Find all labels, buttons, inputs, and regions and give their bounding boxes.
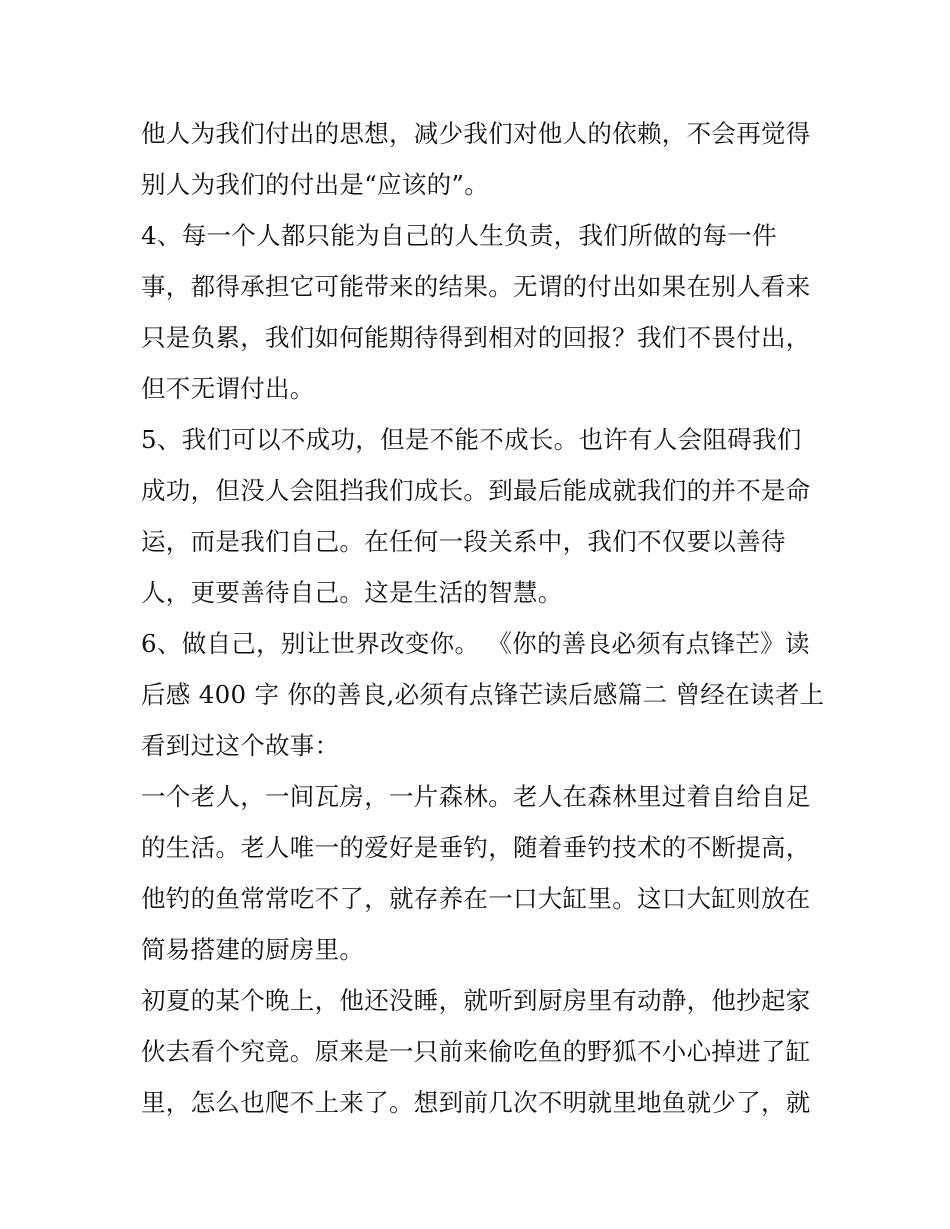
text-line: 后感 400 字 你的善良,必须有点锋芒读后感篇二 曾经在读者上 [141,680,825,709]
text-line: 成功，但没人会阻挡我们成长。到最后能成就我们的并不是命 [141,476,811,505]
text-line: 初夏的某个晚上，他还没睡，就听到厨房里有动静，他抄起家 [141,986,811,1015]
text-line: 他人为我们付出的思想，减少我们对他人的依赖，不会再觉得 [141,119,811,148]
text-line: 伙去看个究竟。原来是一只前来偷吃鱼的野狐不小心掉进了缸 [141,1037,811,1066]
text-line: 但不无谓付出。 [141,374,315,403]
document-body [141,108,825,1128]
text-line: 事，都得承担它可能带来的结果。无谓的付出如果在别人看来 [141,272,811,301]
text-line: 简易搭建的厨房里。 [141,935,365,964]
text-line: 里，怎么也爬不上来了。想到前几次不明就里地鱼就少了，就 [141,1088,811,1117]
text-line: 看到过这个故事： [141,731,340,760]
text-line: 他钓的鱼常常吃不了，就存养在一口大缸里。这口大缸则放在 [141,884,811,913]
text-line: 的生活。老人唯一的爱好是垂钓，随着垂钓技术的不断提高， [141,833,811,862]
text-line: 只是负累，我们如何能期待得到相对的回报？我们不畏付出， [141,323,811,352]
text-line: 4、每一个人都只能为自己的人生负责，我们所做的每一件 [141,221,777,250]
text-line: 别人为我们的付出是“应该的”。 [141,170,490,199]
text-line: 6、做自己，别让世界改变你。 《你的善良必须有点锋芒》读 [141,629,810,658]
text-line: 运，而是我们自己。在任何一段关系中，我们不仅要以善待 [141,527,786,556]
text-line: 一个老人，一间瓦房，一片森林。老人在森林里过着自给自足 [141,782,811,811]
text-line: 人，更要善待自己。这是生活的智慧。 [141,578,563,607]
text-line: 5、我们可以不成功，但是不能不成长。也许有人会阻碍我们 [141,425,802,454]
